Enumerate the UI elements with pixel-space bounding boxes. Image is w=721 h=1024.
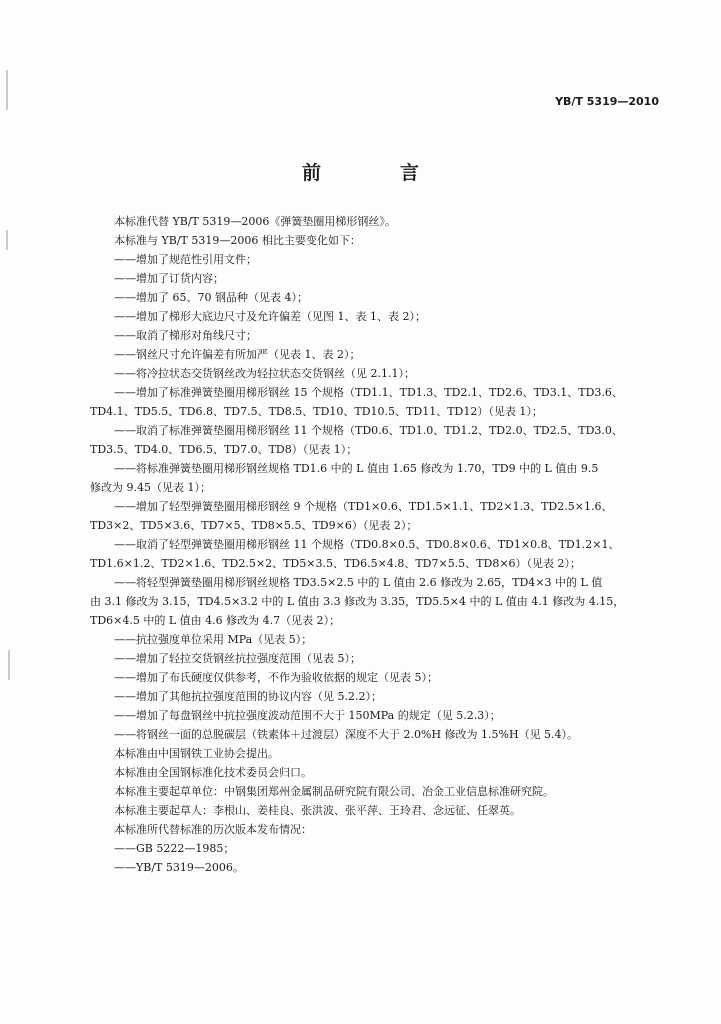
text-line: ——钢丝尺寸允许偏差有所加严（见表 1、表 2）； [114, 348, 361, 361]
foreword-body [90, 212, 660, 877]
standard-code: YB/T 5319—2010 [555, 95, 659, 108]
text-line: ——将冷拉状态交货钢丝改为轻拉状态交货钢丝（见 2.1.1）； [114, 367, 415, 380]
text-line: TD3×2、TD5×3.6、TD7×5、TD8×5.5、TD9×6）（见表 2）； [90, 519, 418, 532]
scan-edge-mark [6, 230, 8, 250]
text-line: ——增加了每盘钢丝中抗拉强度波动范围不大于 150MPa 的规定（见 5.2.3）； [114, 709, 501, 722]
text-line: ——取消了梯形对角线尺寸； [114, 329, 257, 342]
text-line: ——增加了 65、70 钢品种（见表 4）； [114, 291, 308, 304]
text-line: ——增加了订货内容； [114, 272, 224, 285]
text-line: 本标准主要起草人：李根山、姜桂良、张洪波、张平萍、王玲君、念远征、任翠英。 [114, 804, 521, 817]
scan-edge-mark [6, 70, 8, 110]
text-line: ——将轻型弹簧垫圈用梯形钢丝规格 TD3.5×2.5 中的 L 值由 2.6 修改为 2.65，TD4×3 中的 L 值 [114, 576, 603, 589]
text-line: ——增加了标准弹簧垫圈用梯形钢丝 15 个规格（TD1.1、TD1.3、TD2.1、TD2.6、TD3.1、TD3.6、 [114, 386, 623, 399]
text-line: TD3.5、TD4.0、TD6.5、TD7.0、TD8）（见表 1）； [90, 443, 358, 456]
text-line: 修改为 9.45（见表 1）； [90, 481, 211, 494]
text-line: ——抗拉强度单位采用 MPa（见表 5）； [114, 633, 313, 646]
text-line: TD4.1、TD5.5、TD6.8、TD7.5、TD8.5、TD10、TD10.5、TD11、TD12）（见表 1）； [90, 405, 543, 418]
text-line: ——增加了规范性引用文件； [114, 253, 257, 266]
scan-edge-mark [8, 650, 10, 680]
text-line: ——取消了轻型弹簧垫圈用梯形钢丝 11 个规格（TD0.8×0.5、TD0.8×0.6、TD1×0.8、TD1.2×1、 [114, 538, 620, 551]
text-line: 本标准由全国钢标准化技术委员会归口。 [114, 766, 312, 779]
page-title: 前 言 [301, 162, 449, 184]
text-line: 本标准主要起草单位：中钢集团郑州金属制品研究院有限公司、冶金工业信息标准研究院。 [114, 785, 554, 798]
text-line: 本标准由中国钢铁工业协会提出。 [114, 747, 279, 760]
text-line: ——增加了轻型弹簧垫圈用梯形钢丝 9 个规格（TD1×0.6、TD1.5×1.1、TD2×1.3、TD2.5×1.6、 [114, 500, 613, 513]
text-line: TD1.6×1.2、TD2×1.6、TD2.5×2、TD5×3.5、TD6.5×4.8、TD7×5.5、TD8×6）（见表 2）； [90, 557, 582, 570]
text-line: ——增加了轻拉交货钢丝抗拉强度范围（见表 5）； [114, 652, 361, 665]
text-line: ——GB 5222—1985； [114, 842, 235, 855]
text-line: ——增加了布氏硬度仅供参考，不作为验收依据的规定（见表 5）； [114, 671, 438, 684]
text-line: ——将钢丝一面的总脱碳层（铁素体＋过渡层）深度不大于 2.0%H 修改为 1.5%H（见 5.4）。 [114, 728, 579, 741]
text-line: 本标准代替 YB/T 5319—2006《弹簧垫圈用梯形钢丝》。 [114, 215, 396, 228]
text-line: 由 3.1 修改为 3.15，TD4.5×3.2 中的 L 值由 3.3 修改为 3.35，TD5.5×4 中的 L 值由 4.1 修改为 4.15， [90, 595, 625, 608]
text-line: 本标准与 YB/T 5319—2006 相比主要变化如下： [114, 234, 361, 247]
text-line: ——增加了梯形大底边尺寸及允许偏差（见图 1、表 1、表 2）； [114, 310, 426, 323]
text-line: 本标准所代替标准的历次版本发布情况： [114, 823, 312, 836]
text-line: ——增加了其他抗拉强度范围的协议内容（见 5.2.2）； [114, 690, 382, 703]
text-line: TD6×4.5 中的 L 值由 4.6 修改为 4.7（见表 2）； [90, 614, 341, 627]
text-line: ——将标准弹簧垫圈用梯形钢丝规格 TD1.6 中的 L 值由 1.65 修改为 1.70，TD9 中的 L 值由 9.5 [114, 462, 599, 475]
text-line: ——取消了标准弹簧垫圈用梯形钢丝 11 个规格（TD0.6、TD1.0、TD1.2、TD2.0、TD2.5、TD3.0、 [114, 424, 623, 437]
text-line: ——YB/T 5319—2006。 [114, 861, 244, 874]
